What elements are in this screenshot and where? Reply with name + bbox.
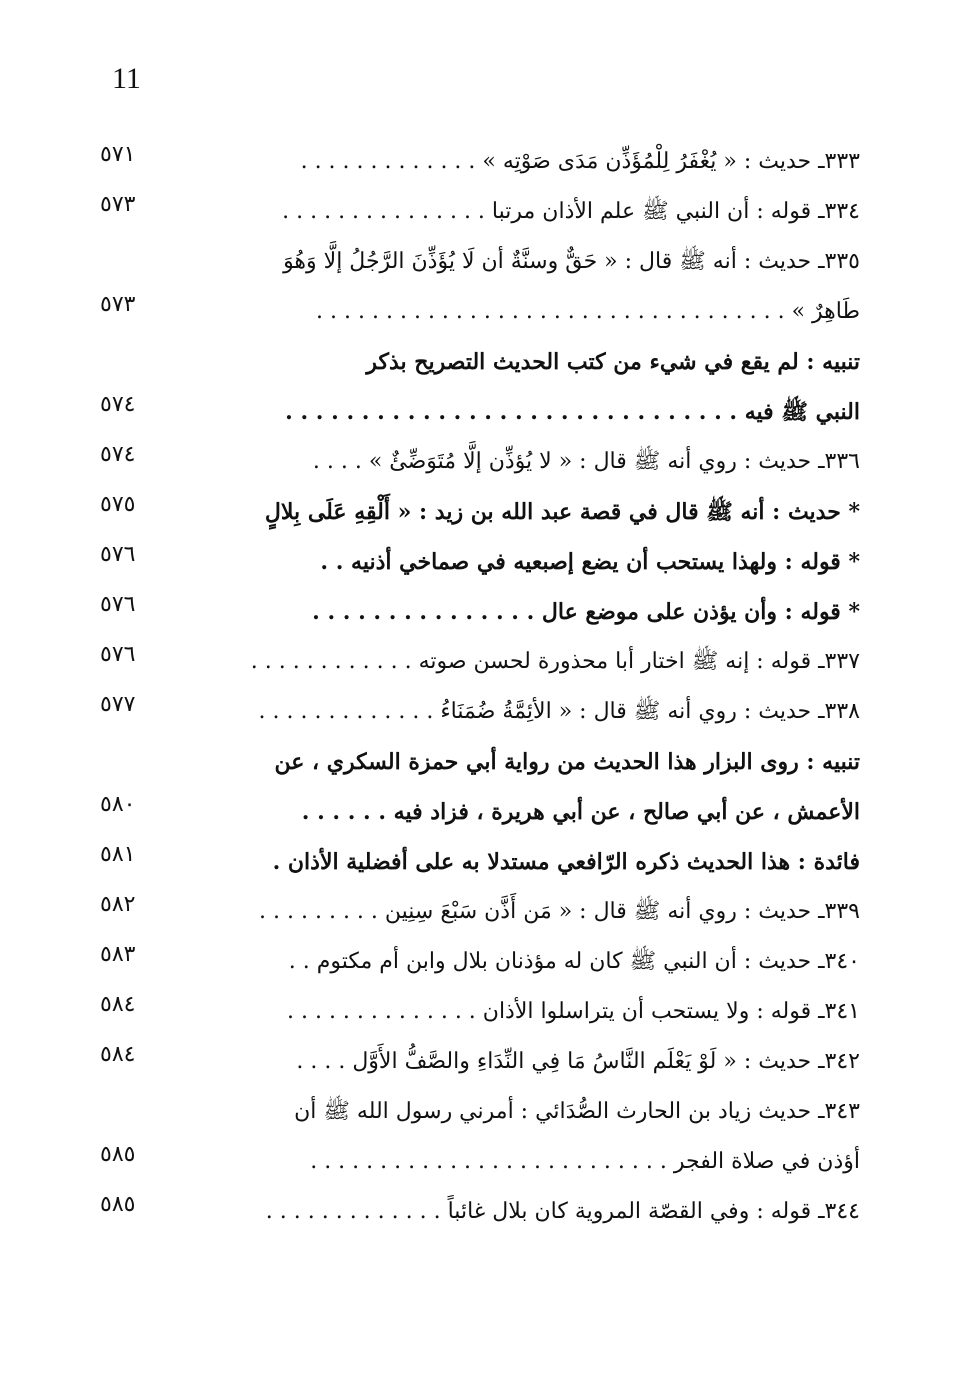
toc-entry-text: ٣٤٤ـ قوله : وفي القصّة المروية كان بلال غائباً . . . . . . . . . . . . . <box>265 1199 860 1224</box>
toc-entry-text: تنبيه : روى البزار هذا الحديث من رواية أبي حمزة السكري ، عن <box>274 749 860 775</box>
toc-entry-page: ٥٧٣ <box>100 192 136 217</box>
toc-entry-page: ٥٨٥ <box>100 1192 136 1217</box>
toc-entry <box>100 1040 860 1090</box>
toc-entry-text: ٣٤٠ـ حديث : أن النبي ﷺ كان له مؤذنان بلال وابن أم مكتوم . . <box>288 949 860 974</box>
toc-entry-page: ٥٨١ <box>100 842 136 867</box>
toc-entry-page: ٥٧٦ <box>100 642 136 667</box>
toc-entry-page: ٥٧٦ <box>100 592 136 617</box>
toc-entry <box>100 840 860 890</box>
toc-entry-page: ٥٧٦ <box>100 542 136 567</box>
toc-entry-text: ٣٣٤ـ قوله : أن النبي ﷺ علم الأذان مرتبا . . . . . . . . . . . . . . . <box>282 199 860 224</box>
toc-entry-text: * قوله : ولهذا يستحب أن يضع إصبعيه في صماخي أذنيه . . <box>320 549 860 575</box>
toc-entry-page: ٥٧٤ <box>100 442 136 467</box>
toc-entry-text: تنبيه : لم يقع في شيء من كتب الحديث التصريح بذكر <box>366 349 860 375</box>
toc-entry <box>100 1190 860 1240</box>
toc-entry-text: * حديث : أنه ﷺ قال في قصة عبد الله بن زيد : « أَلْقِهِ عَلَى بِلالٍ <box>264 499 860 525</box>
toc-entry-page: ٥٨٤ <box>100 992 136 1017</box>
toc-entry <box>100 140 860 190</box>
toc-entry-text: ٣٣٨ـ حديث : روي أنه ﷺ قال : « الأئِمَّةُ ضُمَنَاءُ . . . . . . . . . . . . . <box>258 699 860 724</box>
toc-entry-page: ٥٨٥ <box>100 1142 136 1167</box>
toc-entry-text: الأعمش ، عن أبي صالح ، عن أبي هريرة ، فزاد فيه . . . . . . <box>301 799 860 825</box>
toc-entry <box>100 1140 860 1190</box>
toc-entry-text: ٣٣٧ـ قوله : إنه ﷺ اختار أبا محذورة لحسن صوته . . . . . . . . . . . . <box>250 649 860 674</box>
page-number: 11 <box>112 62 141 95</box>
toc-entry-text: النبي ﷺ فيه . . . . . . . . . . . . . . . . . . . . . . . . . . . . . . <box>285 399 860 425</box>
toc-entry-page: ٥٨٠ <box>100 792 136 817</box>
toc-entry-page: ٥٧٥ <box>100 492 136 517</box>
toc-entry <box>100 290 860 340</box>
toc-entry <box>100 240 860 290</box>
toc-entry-page: ٥٨٤ <box>100 1042 136 1067</box>
toc-entry-text: أؤذن في صلاة الفجر . . . . . . . . . . . . . . . . . . . . . . . . . . <box>310 1149 860 1174</box>
toc-entry <box>100 190 860 240</box>
toc-entry <box>100 340 860 390</box>
toc-entry-text: ٣٣٦ـ حديث : روي أنه ﷺ قال : « لا يُؤذِّن إلَّا مُتَوَضِّئٌ » . . . . <box>312 449 860 474</box>
toc-entry-text: ٣٣٩ـ حديث : روي أنه ﷺ قال : « مَن أَذَّن سَبْعَ سِنِين . . . . . . . . . <box>259 899 860 924</box>
toc-entry-text: ٣٤٣ـ حديث زياد بن الحارث الصُّدَائي : أمرني رسول الله ﷺ أن <box>294 1099 860 1124</box>
toc-entry-text: ٣٤٢ـ حديث : « لَوْ يَعْلَم النَّاسُ مَا فِي النِّدَاءِ والصَّفُّ الأَوَّل . . . . <box>296 1049 860 1074</box>
toc-entry-text: ٣٤١ـ قوله : ولا يستحب أن يتراسلوا الأذان . . . . . . . . . . . . . . <box>286 999 860 1024</box>
toc-entry <box>100 1090 860 1140</box>
toc-entry <box>100 440 860 490</box>
toc-entry <box>100 640 860 690</box>
toc-entry <box>100 490 860 540</box>
toc-entry <box>100 690 860 740</box>
toc-entry-page: ٥٧١ <box>100 142 136 167</box>
toc-entry-text: ٣٣٥ـ حديث : أنه ﷺ قال : « حَقٌّ وسنَّةٌ أن لَا يُؤَذِّنَ الرَّجُلُ إلَّا وَهُوَ <box>283 249 860 274</box>
toc-entry <box>100 740 860 790</box>
toc-entry-page: ٥٧٣ <box>100 292 136 317</box>
toc-entry-page: ٥٧٧ <box>100 692 136 717</box>
toc-entry-text: * قوله : وأن يؤذن على موضع عال . . . . . . . . . . . . . . . <box>312 599 860 625</box>
toc-entry <box>100 940 860 990</box>
toc-entry-page: ٥٨٢ <box>100 892 136 917</box>
toc-entry <box>100 390 860 440</box>
toc-entry-text: طَاهِرٌ » . . . . . . . . . . . . . . . . . . . . . . . . . . . . . . . . . . <box>316 299 860 324</box>
toc-entry <box>100 540 860 590</box>
toc-entry <box>100 890 860 940</box>
toc-entry-text: ٣٣٣ـ حديث : « يُغْفَرُ لِلْمُؤَذِّن مَدَى صَوْتِه » . . . . . . . . . . . . . <box>300 149 860 174</box>
toc-entry <box>100 790 860 840</box>
toc-entry <box>100 590 860 640</box>
toc-entry <box>100 990 860 1040</box>
toc-entry-page: ٥٧٤ <box>100 392 136 417</box>
table-of-contents <box>100 140 860 1240</box>
toc-entry-page: ٥٨٣ <box>100 942 136 967</box>
toc-entry-text: فائدة : هذا الحديث ذكره الرّافعي مستدلا به على أفضلية الأذان . <box>272 849 860 875</box>
